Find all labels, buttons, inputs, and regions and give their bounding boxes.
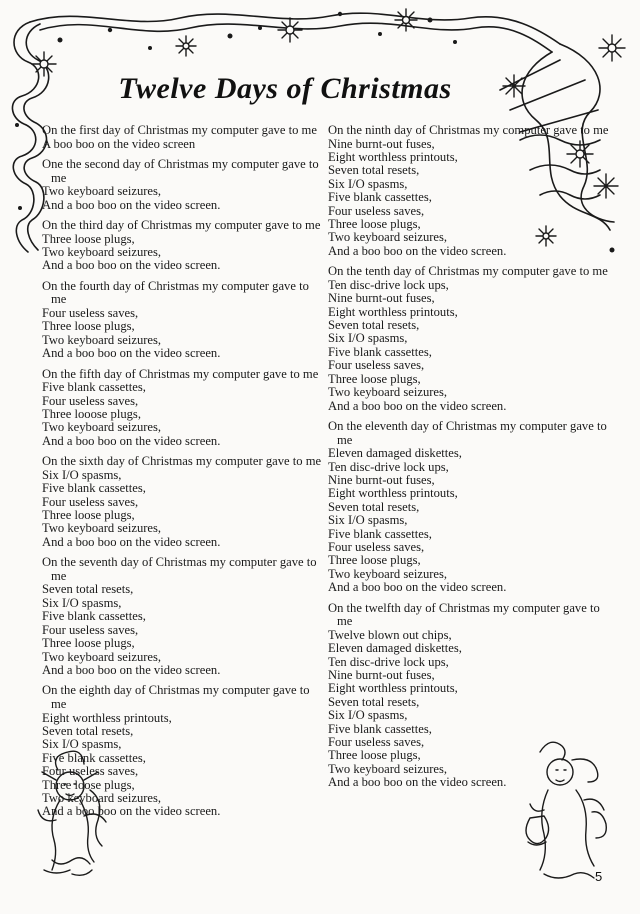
- verse-first-line: On the eighth day of Christmas my computer gave to me: [42, 683, 310, 711]
- verse-line: Five blank cassettes,: [328, 526, 432, 541]
- verse: [42, 556, 324, 677]
- verse-first-line: On the ninth day of Christmas my computer gave to me: [328, 123, 609, 137]
- verse-line: Six I/O spasms,: [328, 331, 408, 346]
- verse-line: Four useless saves,: [42, 306, 139, 320]
- verse-line: Seven total resets,: [42, 582, 134, 597]
- verse-line: And a boo boo on the video screen.: [328, 775, 507, 790]
- verse-line: Six I/O spasms,: [328, 708, 408, 723]
- verse-line: And a boo boo on the video screen.: [42, 433, 221, 448]
- verse-line: Four useless saves,: [42, 393, 139, 408]
- verse-line: Five blank cassettes,: [42, 380, 146, 395]
- verse-line: Eight worthless printouts,: [328, 304, 458, 319]
- verse: [328, 124, 612, 258]
- verse-line: Nine burnt-out fuses,: [328, 472, 435, 487]
- verse-line: Two keyboard seizures,: [42, 420, 162, 435]
- verse-line: Six I/O spasms,: [42, 595, 122, 610]
- verse-first-line: On the first day of Christmas my computer gave to me: [42, 123, 317, 137]
- verse-first-line: One the second day of Christmas my computer gave to me: [42, 157, 319, 185]
- verse-first-line: On the sixth day of Christmas my computer gave to me: [42, 454, 322, 469]
- verse-line: And a boo boo on the video screen.: [42, 804, 221, 819]
- lyrics-column-left: [42, 124, 324, 826]
- verse: [42, 455, 324, 549]
- verse-line: Five blank cassettes,: [42, 609, 146, 624]
- verse-line: And a boo boo on the video screen.: [42, 258, 221, 273]
- verse-line: And a boo boo on the video screen.: [42, 662, 221, 677]
- verse-line: Eight worthless printouts,: [328, 681, 458, 696]
- verse-line: And a boo boo on the video screen.: [42, 346, 221, 361]
- verse-line: Three loose plugs,: [42, 231, 135, 246]
- verse-line: Seven total resets,: [328, 499, 420, 514]
- verse-line: Five blank cassettes,: [42, 481, 146, 496]
- verse-line: Three loose plugs,: [42, 777, 135, 792]
- verse-line: Five blank cassettes,: [328, 190, 432, 205]
- verse-line: And a boo boo on the video screen.: [328, 398, 507, 413]
- verse-line: Three looose plugs,: [42, 407, 141, 422]
- verse-line: Nine burnt-out fuses,: [328, 136, 435, 151]
- verse: [42, 368, 324, 449]
- verse-line: Two keyboard seizures,: [328, 230, 448, 245]
- verse-line: Three loose plugs,: [328, 748, 421, 763]
- verse-line: Two keyboard seizures,: [328, 385, 448, 400]
- verse-first-line: On the fourth day of Christmas my computer gave to me: [42, 278, 309, 307]
- verse-line: Five blank cassettes,: [42, 750, 146, 765]
- verse-line: Three loose plugs,: [42, 508, 135, 523]
- verse-line: And a boo boo on the video screen.: [328, 580, 507, 595]
- verse-first-line: On the tenth day of Christmas my computer gave to me: [328, 264, 608, 279]
- verse-first-line: On the third day of Christmas my computer gave to me: [42, 218, 321, 232]
- verse-line: Eleven damaged diskettes,: [328, 641, 462, 656]
- verse-line: And a boo boo on the video screen.: [328, 243, 507, 258]
- verse-line: Two keyboard seizures,: [328, 566, 448, 581]
- verse-line: Five blank cassettes,: [328, 344, 432, 359]
- verse-first-line: On the seventh day of Christmas my computer gave to me: [42, 555, 317, 583]
- verse: [42, 158, 324, 212]
- verse-line: Four useless saves,: [42, 494, 139, 509]
- verse-line: Two keyboard seizures,: [42, 521, 162, 536]
- verse-line: Eight worthless printouts,: [328, 486, 458, 501]
- verse-line: Six I/O spasms,: [42, 737, 122, 752]
- verse-line: Two keyboard seizures,: [42, 332, 162, 347]
- verse-line: Eight worthless printouts,: [328, 150, 458, 164]
- verse-line: And a boo boo on the video screen.: [42, 197, 221, 212]
- verse-line: Two keyboard seizures,: [42, 790, 162, 805]
- verse-line: Seven total resets,: [328, 163, 420, 178]
- verse: [328, 265, 612, 413]
- page-number: 5: [595, 869, 603, 884]
- verse-line: Two keyboard seizures,: [42, 649, 162, 664]
- verse-line: Four useless saves,: [328, 539, 425, 554]
- verse-line: Ten disc-drive lock ups,: [328, 654, 449, 669]
- verse: [42, 124, 324, 151]
- verse-line: Four useless saves,: [328, 735, 425, 749]
- verse-line: And a boo boo on the video screen.: [42, 534, 221, 549]
- verse-line: Seven total resets,: [328, 694, 420, 709]
- verse-line: Ten disc-drive lock ups,: [328, 459, 449, 474]
- verse-line: Five blank cassettes,: [328, 721, 432, 736]
- lyrics-column-right: [328, 124, 612, 797]
- verse-line: Four useless saves,: [328, 358, 425, 373]
- verse: [42, 684, 324, 818]
- verse: [328, 420, 612, 595]
- verse-line: Three loose plugs,: [328, 371, 421, 386]
- verse-line: Four useless saves,: [42, 622, 139, 637]
- verse-line: Seven total resets,: [42, 723, 134, 738]
- verse-first-line: On the fifth day of Christmas my computer gave to me: [42, 366, 319, 381]
- verse-line: Two keyboard seizures,: [42, 245, 162, 259]
- verse-line: Four useless saves,: [328, 203, 425, 218]
- verse-line: Seven total resets,: [328, 318, 420, 333]
- page-title: Twelve Days of Christmas: [118, 72, 452, 105]
- verse-line: Ten disc-drive lock ups,: [328, 277, 449, 292]
- verse-line: Four useless saves,: [42, 764, 139, 779]
- verse: [42, 280, 324, 361]
- verse-line: Three loose plugs,: [328, 553, 421, 568]
- verse-line: Two keyboard seizures,: [42, 184, 162, 199]
- verse-line: Three loose plugs,: [328, 217, 421, 232]
- verse: [328, 602, 612, 790]
- verse-line: Eight worthless printouts,: [42, 710, 172, 725]
- verse-first-line: On the twelfth day of Christmas my computer gave to me: [328, 600, 600, 629]
- verse-line: Six I/O spasms,: [328, 176, 408, 191]
- verse-line: Two keyboard seizures,: [328, 761, 448, 776]
- verse-line: Nine burnt-out fuses,: [328, 291, 435, 306]
- verse-line: Six I/O spasms,: [328, 513, 408, 528]
- verse-line: A boo boo on the video screen: [42, 136, 196, 151]
- verse-line: Three loose plugs,: [42, 636, 135, 651]
- verse-line: Eleven damaged diskettes,: [328, 446, 462, 461]
- verse-line: Nine burnt-out fuses,: [328, 667, 435, 682]
- verse: [42, 219, 324, 273]
- verse-line: Twelve blown out chips,: [328, 627, 452, 642]
- verse-line: Three loose plugs,: [42, 319, 135, 334]
- verse-first-line: On the eleventh day of Christmas my computer gave to me: [328, 418, 607, 447]
- verse-line: Six I/O spasms,: [42, 467, 122, 482]
